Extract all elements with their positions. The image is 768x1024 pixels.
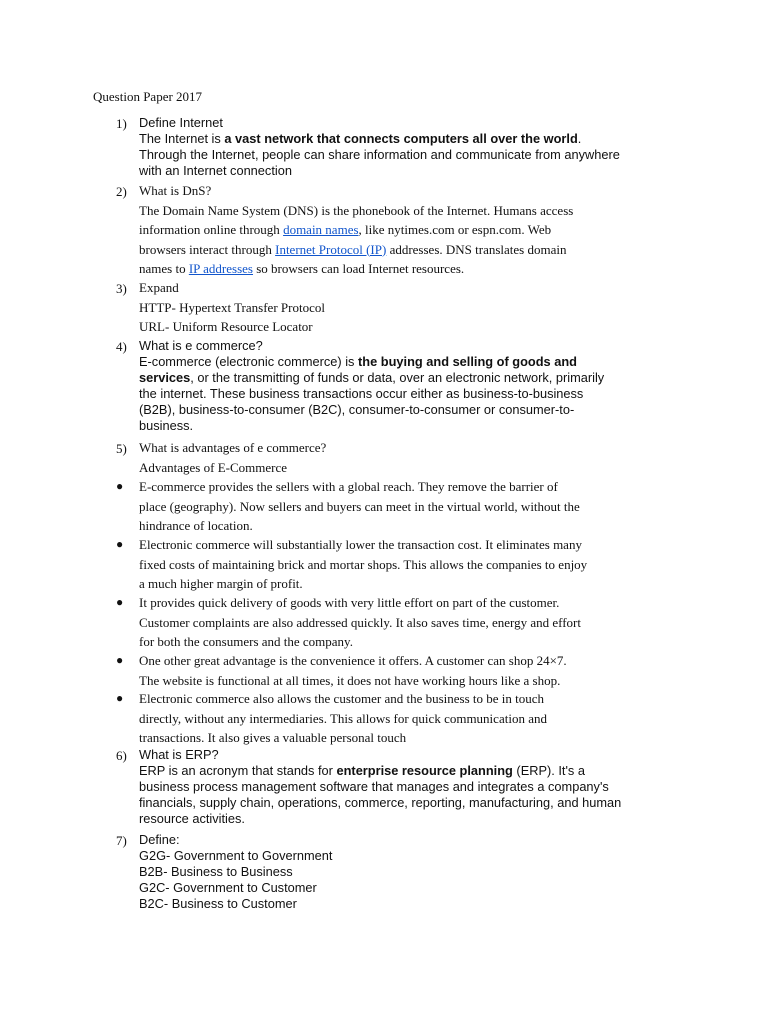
q4-answer-line2: services, or the transmitting of funds or data, over an electronic network, primarily [139,370,605,385]
q2-question: What is DnS? [139,183,212,198]
q6-answer-line3: financials, supply chain, operations, commerce, reporting, manufacturing, and human [139,795,622,810]
q4-block [139,338,684,434]
bullet-item: ● One other great advantage is the convenience it offers. A customer can shop 24×7. The website is functional at all times, it does not have working hours like a shop. [116,653,567,688]
q3-number: 3) [116,281,127,296]
q4-answer-line3: the internet. These business transactions occur either as business-to-business [139,386,584,401]
q1-answer-line1: The Internet is a vast network that connects computers all over the world. [139,131,582,146]
q3-block [139,278,684,337]
q6-number: 6) [116,748,127,763]
q2-block [139,181,684,279]
q7-item-g2g: G2G- Government to Government [139,848,333,863]
q1-block [139,115,684,179]
q7-question: Define: [139,832,180,847]
bullet-item: ● It provides quick delivery of goods with very little effort on part of the customer. Customer complaints are also addressed quickly. It also saves time, energy and effort for both the consumers and the company. [116,595,581,649]
q4-question: What is e commerce? [139,338,263,353]
q1-number: 1) [116,116,127,131]
q7-number: 7) [116,833,127,848]
q7-item-b2b: B2B- Business to Business [139,864,293,879]
q5-number: 5) [116,441,127,456]
q3-item-url: URL- Uniform Resource Locator [139,319,313,334]
q2-answer-line2: information online through domain names, like nytimes.com or espn.com. Web [139,222,552,237]
q4-answer-line5: business. [139,418,194,433]
q6-answer-line2: business process management software that manages and integrates a company's [139,779,609,794]
internet-protocol-link[interactable]: Internet Protocol (IP) [275,241,387,257]
q3-item-http: HTTP- Hypertext Transfer Protocol [139,299,325,315]
bullet-item: ● Electronic commerce also allows the customer and the business to be in touch directly, without any intermediaries. This allows for quick communication and transactions. It also gives a valuable personal touch [116,691,547,745]
q5-block [139,438,684,477]
q2-answer-line4: names to IP addresses so browsers can load Internet resources. [139,261,465,276]
bullet-icon: ● [116,479,124,493]
bullet-icon: ● [116,595,124,609]
q7-item-g2c: G2C- Government to Customer [139,880,317,895]
bullet-icon: ● [116,537,124,551]
q1-question: Define Internet [139,115,223,130]
q5-subtitle: Advantages of E-Commerce [139,459,288,475]
bullet-item: ● Electronic commerce will substantially lower the transaction cost. It eliminates many fixed costs of maintaining brick and mortar shops. This allows the companies to enjoy a much higher margin of profit. [116,537,588,591]
q7-block [139,832,684,912]
q7-item-b2c: B2C- Business to Customer [139,896,297,911]
page-title: Question Paper 2017 [93,89,203,104]
q2-number: 2) [116,184,127,199]
q4-answer-line4: (B2B), business-to-consumer (B2C), consumer-to-consumer or consumer-to- [139,402,575,417]
q2-answer-line1: The Domain Name System (DNS) is the phonebook of the Internet. Humans access [139,202,574,218]
q2-answer-line3: browsers interact through Internet Protocol (IP) addresses. DNS translates domain [139,241,567,257]
q6-question: What is ERP? [139,747,219,762]
bullet-icon: ● [116,691,124,705]
bullet-icon: ● [116,653,124,667]
bullet-item: ● E-commerce provides the sellers with a global reach. They remove the barrier of place (geography). Now sellers and buyers can meet in the virtual world, without the hindrance of location. [116,479,580,533]
q4-number: 4) [116,339,127,354]
q1-answer-line3: with an Internet connection [139,163,292,178]
domain-names-link[interactable]: domain names [283,222,359,237]
ip-addresses-link[interactable]: IP addresses [188,261,253,276]
q6-answer-line4: resource activities. [139,811,245,826]
q6-block [139,747,684,827]
q6-answer-line1: ERP is an acronym that stands for enterprise resource planning (ERP). It's a [139,763,586,778]
q4-answer-line1: E-commerce (electronic commerce) is the buying and selling of goods and [139,354,577,369]
q3-question: Expand [139,280,179,295]
q1-answer-line2: Through the Internet, people can share information and communicate from anywhere [139,147,620,162]
q5-question: What is advantages of e commerce? [139,440,327,455]
